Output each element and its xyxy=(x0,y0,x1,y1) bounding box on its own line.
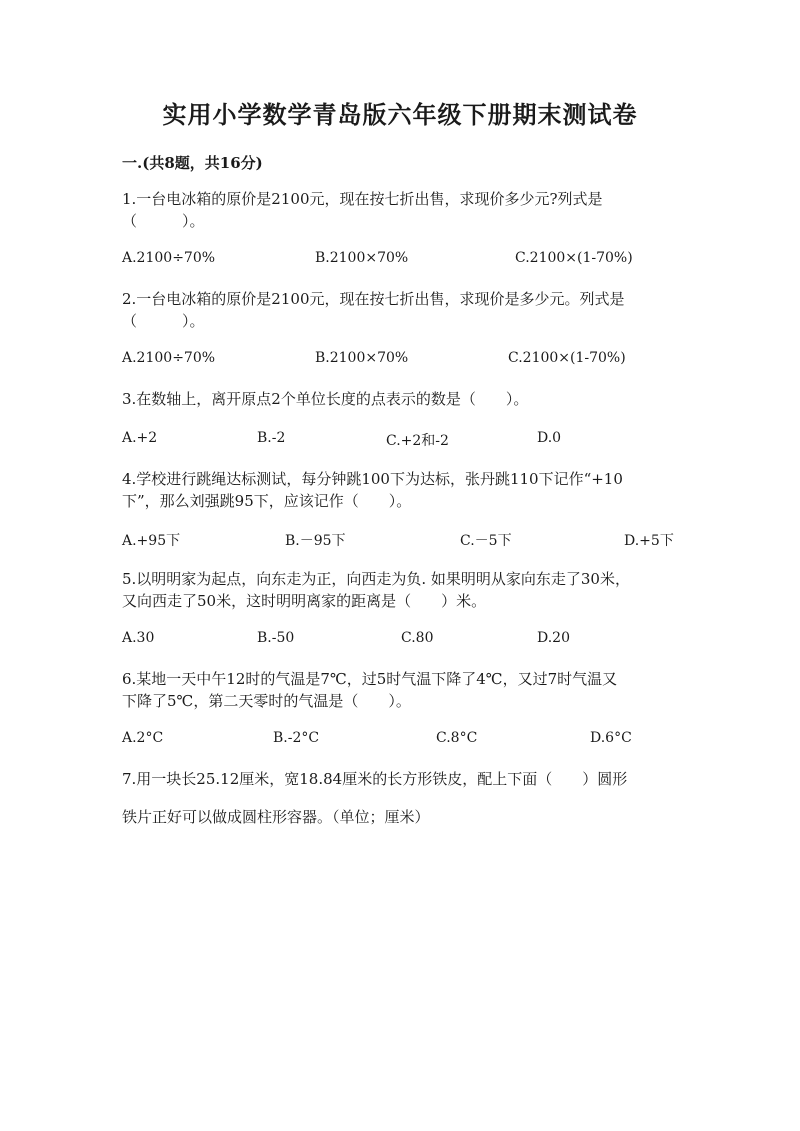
question-1-option-a: A.2100÷70% xyxy=(122,250,216,266)
question-3-option-a: A.+2 xyxy=(122,430,158,446)
question-3-option-d: D.0 xyxy=(537,430,562,446)
question-2-option-c: C.2100×(1-70%) xyxy=(508,350,626,366)
section-heading: 一.(共8题，共16分) xyxy=(122,154,263,172)
question-6-option-a: A.2°C xyxy=(122,730,164,746)
question-1-line-1: 1.一台电冰箱的原价是2100元，现在按七折出售，求现价多少元?列式是 xyxy=(122,190,603,208)
question-5-line-2: 又向西走了50米，这时明明离家的距离是（ ）米。 xyxy=(122,592,487,610)
question-5-option-c: C.80 xyxy=(401,630,434,646)
question-4-option-c: C.－5下 xyxy=(460,533,512,549)
question-3-option-c: C.+2和-2 xyxy=(386,433,449,449)
question-4-option-b: B.－95下 xyxy=(285,533,346,549)
question-7-line-2: 铁片正好可以做成圆柱形容器。（单位；厘米） xyxy=(122,808,430,826)
question-6-option-c: C.8°C xyxy=(436,730,478,746)
question-4-line-1: 4.学校进行跳绳达标测试，每分钟跳100下为达标，张丹跳110下记作“+10 xyxy=(122,470,623,488)
question-6-option-d: D.6°C xyxy=(590,730,632,746)
question-6-line-1: 6.某地一天中午12时的气温是7℃，过5时气温下降了4℃，又过7时气温又 xyxy=(122,670,618,688)
question-5-option-a: A.30 xyxy=(122,630,155,646)
question-6-option-b: B.-2°C xyxy=(273,730,320,746)
question-5-option-b: B.-50 xyxy=(257,630,295,646)
question-1-option-b: B.2100×70% xyxy=(315,250,409,266)
question-5-line-1: 5.以明明家为起点，向东走为正，向西走为负. 如果明明从家向东走了30米， xyxy=(122,570,630,588)
question-4-option-d: D.+5下 xyxy=(624,533,674,549)
question-5-option-d: D.20 xyxy=(537,630,570,646)
question-1-line-2: （ ）。 xyxy=(122,212,205,230)
question-2-line-1: 2.一台电冰箱的原价是2100元，现在按七折出售，求现价是多少元。列式是 xyxy=(122,290,625,308)
question-7-line-1: 7.用一块长25.12厘米，宽18.84厘米的长方形铁皮，配上下面（ ）圆形 xyxy=(122,770,628,788)
question-2-option-a: A.2100÷70% xyxy=(122,350,216,366)
question-4-option-a: A.+95下 xyxy=(122,533,181,549)
question-2-line-2: （ ）。 xyxy=(122,312,205,330)
question-6-line-2: 下降了5℃，第二天零时的气温是（ ）。 xyxy=(122,692,411,710)
question-3-line-1: 3.在数轴上，离开原点2个单位长度的点表示的数是（ ）。 xyxy=(122,390,529,408)
question-4-line-2: 下”，那么刘强跳95下，应该记作（ ）。 xyxy=(122,492,412,510)
question-2-option-b: B.2100×70% xyxy=(315,350,409,366)
question-1-option-c: C.2100×(1-70%) xyxy=(515,250,633,266)
question-3-option-b: B.-2 xyxy=(257,430,286,446)
page-title: 实用小学数学青岛版六年级下册期末测试卷 xyxy=(162,100,638,129)
